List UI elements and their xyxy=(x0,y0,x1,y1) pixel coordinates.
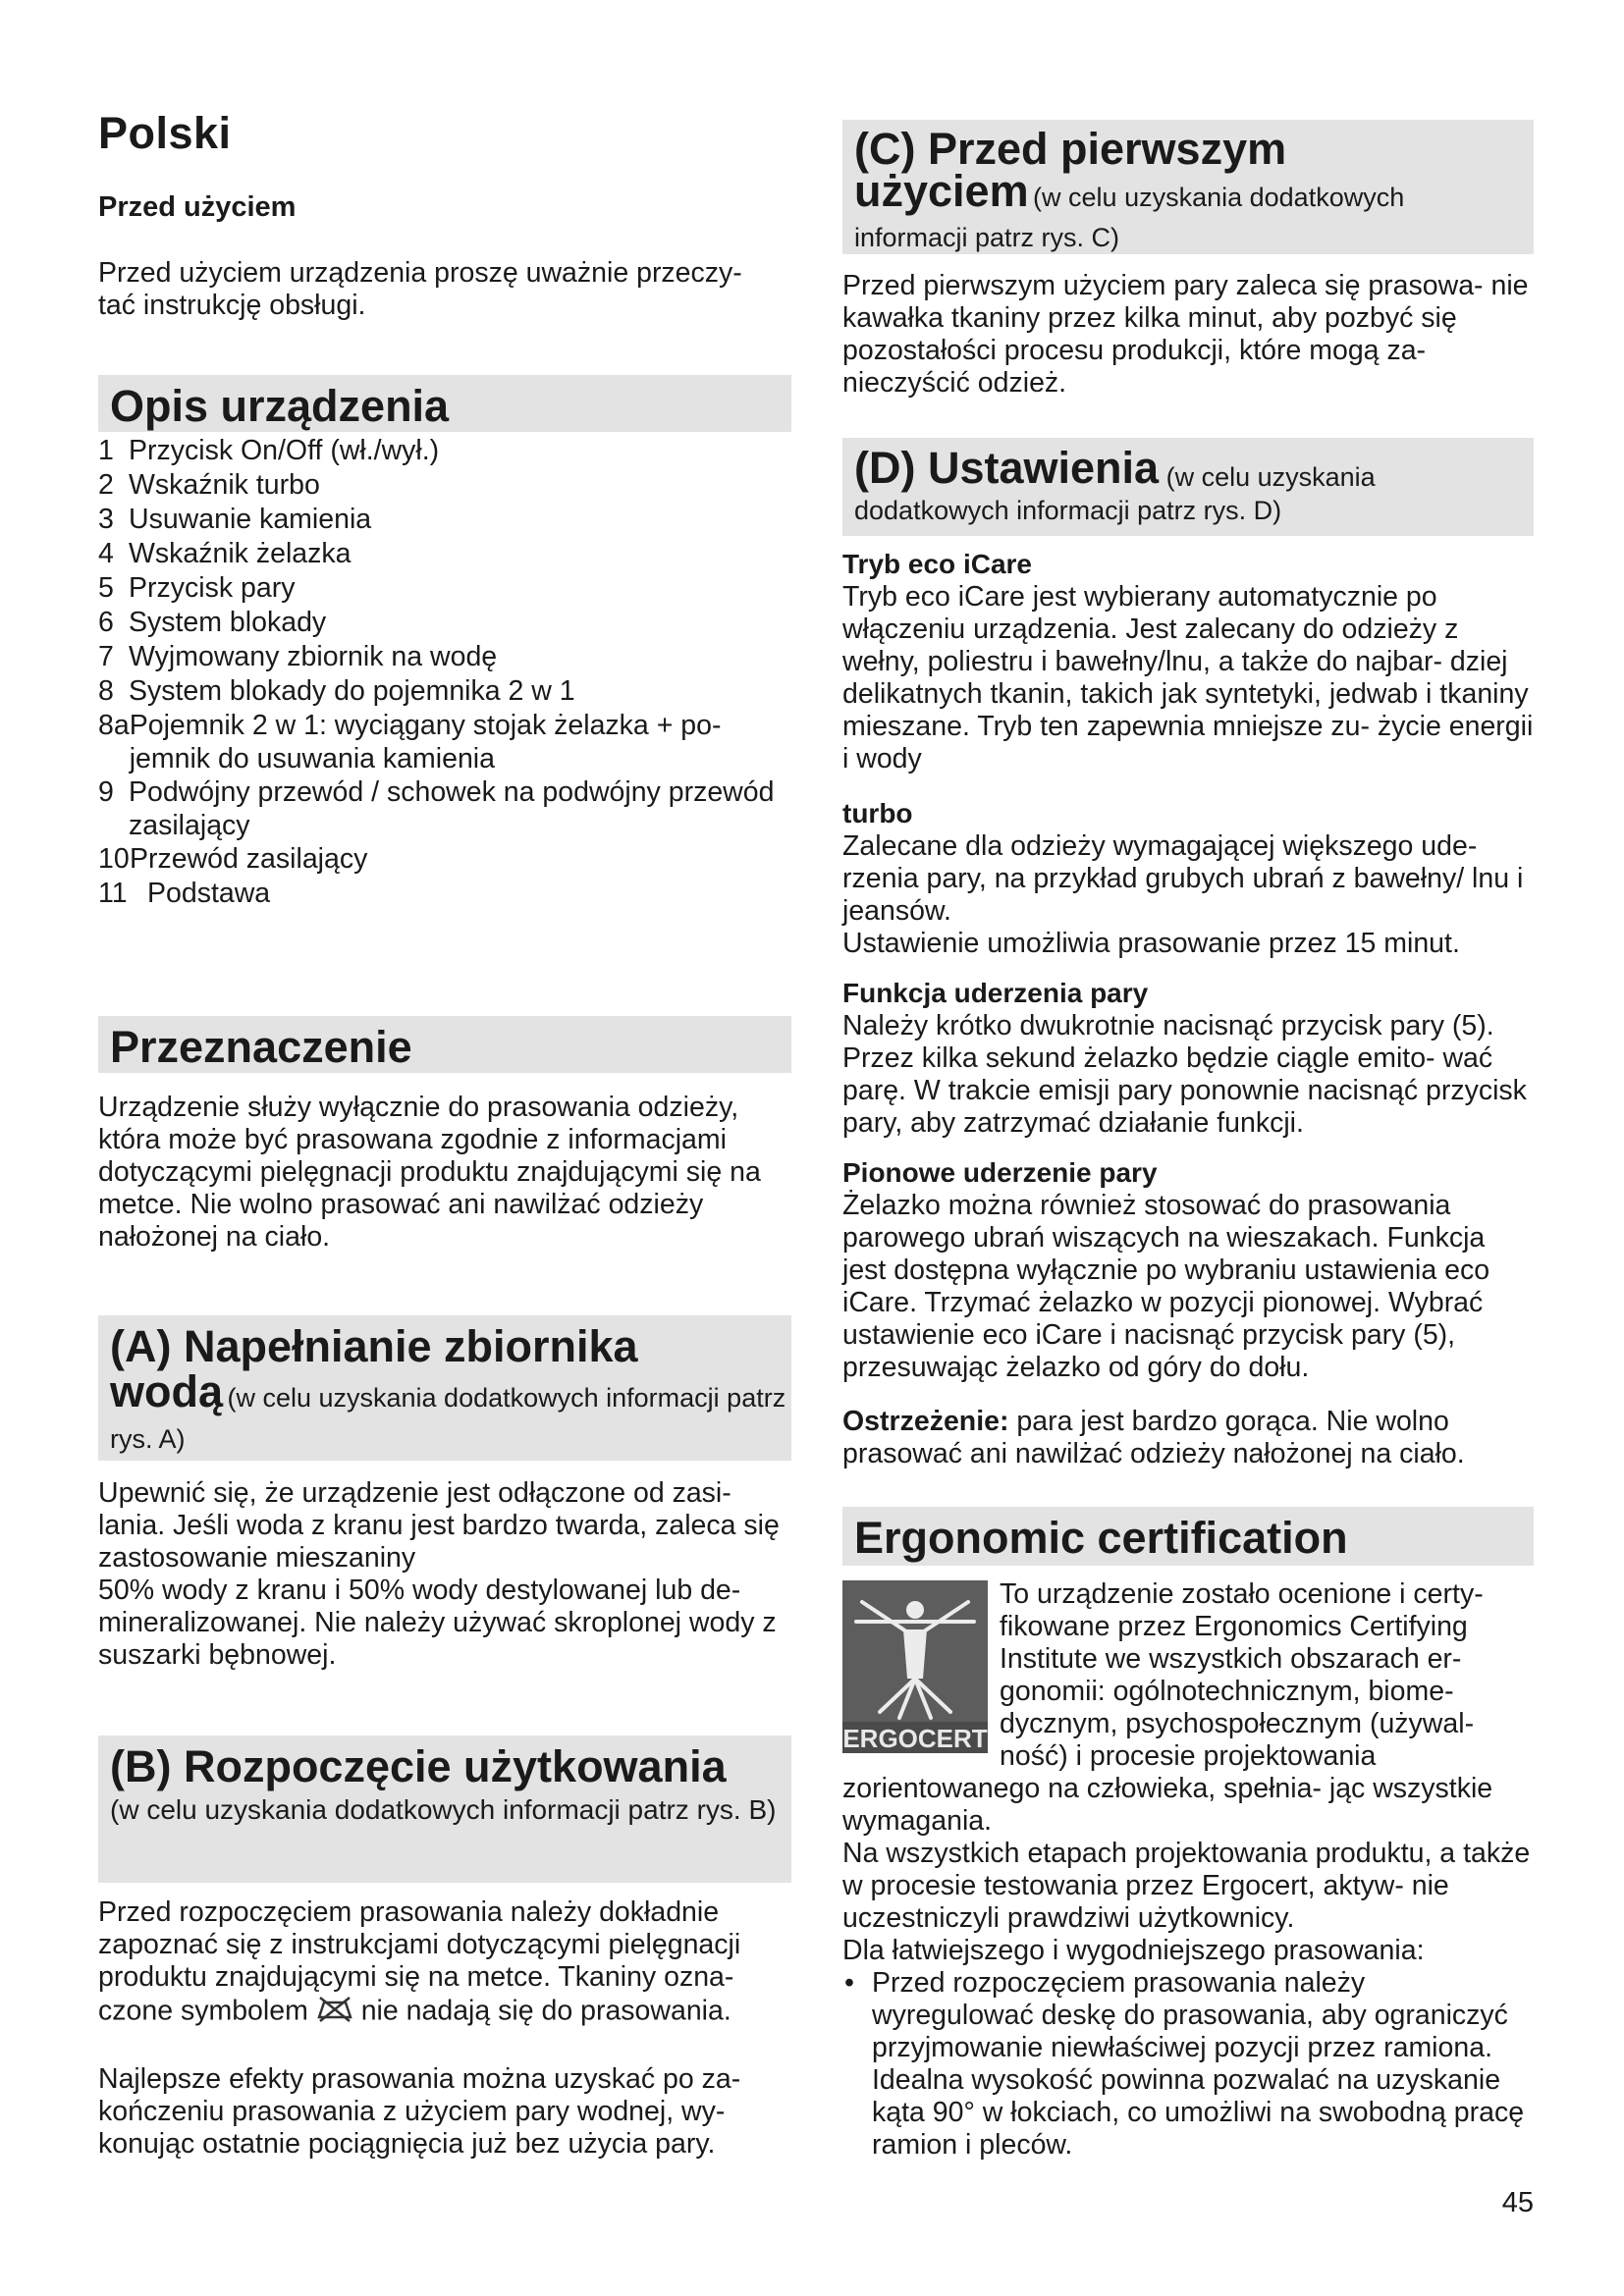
vertical-shot-text: Żelazko można również stosować do prasowania parowego ubrań wiszących na wieszakach. Funkcja jest dostępna wyłącznie po wybraniu ustawienia eco iCare. Trzymać żelazko w pozycji pionowej. Wybrać ustawienie eco iCare i nacisnąć przycisk pary (5), przesuwając żelazko od góry do dołu. xyxy=(842,1190,1490,1383)
part-number: 11 xyxy=(98,878,128,909)
ergonomic-heading: Ergonomic certification xyxy=(854,1513,1348,1563)
part-number: 3 xyxy=(98,504,114,535)
vertical-shot-block xyxy=(842,1156,1534,1384)
language-heading: Polski xyxy=(98,108,232,158)
warning-label: Ostrzeżenie: xyxy=(842,1406,1009,1437)
part-list xyxy=(98,434,791,911)
part-list-item xyxy=(98,674,791,709)
section-d-subtitle: (w celu uzyskania dodatkowych informacji patrz rys. D) xyxy=(854,462,1376,525)
part-number: 2 xyxy=(98,469,114,501)
purpose-text: Urządzenie służy wyłącznie do prasowania odzieży, która może być prasowana zgodnie z informacjami dotyczącymi pielęgnacji produktu znajdującymi się na metce. Nie wolno prasować ani nawilżać odzieży nałożonej na ciało. xyxy=(98,1092,761,1253)
section-b-heading: (B) Rozpoczęcie użytkowania xyxy=(110,1741,727,1791)
section-b-heading-bar xyxy=(98,1735,791,1883)
part-label: System blokady xyxy=(129,607,327,638)
turbo-block xyxy=(842,797,1534,960)
section-c-text: Przed pierwszym użyciem pary zaleca się prasowa- nie kawałka tkaniny przez kilka minut, aby pozbyć się pozostałości procesu produkcji, które mogą za- nieczyścić odzież. xyxy=(842,270,1529,399)
part-label: Wyjmowany zbiornik na wodę xyxy=(129,641,498,672)
part-list-item xyxy=(98,434,791,468)
part-label: Pojemnik 2 w 1: wyciągany stojak żelazka + po- jemnik do usuwania kamienia xyxy=(129,710,722,774)
section-a-text: Upewnić się, że urządzenie jest odłączone od zasi- lania. Jeśli woda z kranu jest bardzo twarda, zaleca się zastosowanie mieszaniny 50% wody z kranu i 50% wody destylowanej lub de- mineralizowanej. Nie należy używać skroplonej wody z suszarki bębnowej. xyxy=(98,1477,780,1671)
part-list-item xyxy=(98,468,791,503)
section-d-heading-bar xyxy=(842,438,1534,536)
part-number: 1 xyxy=(98,435,114,466)
section-a-heading-cont: wodą xyxy=(110,1366,224,1416)
turbo-text: Zalecane dla odzieży wymagającej większego ude- rzenia pary, na przykład grubych ubrań z bawełny/ lnu i jeansów. xyxy=(842,830,1524,927)
part-label: Podstawa xyxy=(147,878,271,909)
part-label: Podwójny przewód / schowek na podwójny przewód zasilający xyxy=(129,776,775,841)
part-list-item xyxy=(98,842,791,877)
part-list-item xyxy=(98,537,791,571)
ergonomic-heading-bar xyxy=(842,1507,1534,1566)
section-c-subtitle: (w celu uzyskania dodatkowych informacji patrz rys. C) xyxy=(854,183,1405,252)
part-label: Wskaźnik żelazka xyxy=(129,538,352,569)
section-c-heading: (C) Przed pierwszym xyxy=(854,124,1287,174)
description-heading-bar xyxy=(98,375,791,432)
purpose-heading: Przeznaczenie xyxy=(110,1022,412,1072)
part-list-item xyxy=(98,503,791,537)
part-number: 9 xyxy=(98,776,114,808)
section-d-heading: (D) Ustawienia xyxy=(854,443,1160,493)
part-number: 7 xyxy=(98,641,114,672)
eco-icare-block xyxy=(842,548,1534,775)
warning-text: Ostrzeżenie: para jest bardzo gorąca. Nie wolno prasować ani nawilżać odzieży nałożonej na ciało. xyxy=(842,1406,1465,1469)
ergonomic-tip: • Przed rozpoczęciem prasowania należy wyregulować deskę do prasowania, aby ograniczyć przyjmowanie niewłaściwej pozycji przez ramiona. Idealna wysokość powinna pozwalać na uzyskanie kąta 90° w łokciach, co umożliwi na swobodną pracę ramion i pleców. xyxy=(844,1967,1525,2161)
part-number: 8a xyxy=(98,710,130,741)
before-use-heading: Przed użyciem xyxy=(98,191,297,223)
part-list-item xyxy=(98,709,791,775)
part-label: Przewód zasilający xyxy=(130,843,368,875)
turbo-text-duration: Ustawienie umożliwia prasowanie przez 15 minut. xyxy=(842,928,1460,959)
part-list-item xyxy=(98,571,791,606)
section-a-heading-bar xyxy=(98,1315,791,1461)
section-b-text: Przed rozpoczęciem prasowania należy dokładnie zapoznać się z instrukcjami dotyczącymi pielęgnacji produktu znajdującymi się na metce. Tkaniny ozna- czone symbolem nie nadają się do prasowania. Najlepsze efekty prasowania można uzyskać po za- kończeniu prasowania z użyciem pary wodnej, wy- konując ostatnie pociągnięcia już bez użycia pary. xyxy=(98,1896,741,2160)
before-use-text: Przed użyciem urządzenia proszę uważnie przeczy- tać instrukcję obsługi. xyxy=(98,257,742,321)
part-label: Usuwanie kamienia xyxy=(129,504,372,535)
turbo-heading: turbo xyxy=(842,798,913,828)
part-list-item xyxy=(98,877,791,911)
part-number: 5 xyxy=(98,572,114,604)
page-number: 45 xyxy=(1501,2187,1534,2218)
steam-shot-block xyxy=(842,977,1534,1140)
ergocert-logo-text: ERGOCERT xyxy=(842,1724,988,1753)
description-heading: Opis urządzenia xyxy=(110,381,450,431)
part-list-item xyxy=(98,640,791,674)
part-number: 8 xyxy=(98,675,114,707)
part-label: Przycisk pary xyxy=(129,572,296,604)
purpose-heading-bar xyxy=(98,1016,791,1073)
steam-shot-heading: Funkcja uderzenia pary xyxy=(842,978,1149,1008)
part-number: 10 xyxy=(98,843,130,875)
ergonomic-tips xyxy=(842,1967,1534,2162)
eco-icare-text: Tryb eco iCare jest wybierany automatycznie po włączeniu urządzenia. Jest zalecany do odzieży z wełny, poliestru i bawełny/lnu, a także do najbar- dziej delikatnych tkanin, takich jak syntetyki, jedwab i tkaniny mieszane. Tryb ten zapewnia mniejsze zu- życie energii i wody xyxy=(842,581,1534,774)
steam-shot-text: Należy krótko dwukrotnie nacisnąć przycisk pary (5). Przez kilka sekund żelazko będzie ciągle emito- wać parę. W trakcie emisji pary ponownie nacisnąć przycisk pary, aby zatrzymać działanie funkcji. xyxy=(842,1010,1527,1139)
no-ironing-icon xyxy=(316,1994,353,2031)
section-b-subtitle: (w celu uzyskania dodatkowych informacji patrz rys. B) xyxy=(110,1794,777,1825)
ergonomic-text: To urządzenie zostało ocenione i certy- fikowane przez Ergonomics Certifying Institute we wszystkich obszarach er- gonomii: ogólnotechnicznym, biome- dycznym, psychospołecznym (używal- ność) i procesie projektowania zorientowanego na człowieka, spełnia- jąc wszystkie wymagania. Na wszystkich etapach projektowania produktu, a także w procesie testowania przez Ergocert, aktyw- nie uczestniczyli prawdziwi użytkownicy. Dla łatwiejszego i wygodniejszego prasowania: • Przed rozpoczęciem prasowania należy wyregulować deskę do prasowania, aby ograniczyć przyjmowanie niewłaściwej pozycji przez ramiona. Idealna wysokość powinna pozwalać na uzyskanie kąta 90° w łokciach, co umożliwi na swobodną pracę ramion i pleców. xyxy=(842,1578,1534,2162)
part-list-item xyxy=(98,775,791,842)
part-list-item xyxy=(98,606,791,640)
section-a-subtitle: (w celu uzyskania dodatkowych informacji patrz rys. A) xyxy=(110,1383,786,1454)
vertical-shot-heading: Pionowe uderzenie pary xyxy=(842,1157,1158,1188)
part-number: 6 xyxy=(98,607,114,638)
part-label: System blokady do pojemnika 2 w 1 xyxy=(129,675,575,707)
part-number: 4 xyxy=(98,538,114,569)
section-c-heading-bar xyxy=(842,120,1534,254)
section-a-heading: (A) Napełnianie zbiornika xyxy=(110,1321,638,1371)
section-c-heading-cont: użyciem xyxy=(854,166,1029,216)
part-label: Przycisk On/Off (wł./wył.) xyxy=(129,435,440,466)
part-label: Wskaźnik turbo xyxy=(129,469,320,501)
eco-icare-heading: Tryb eco iCare xyxy=(842,549,1032,579)
